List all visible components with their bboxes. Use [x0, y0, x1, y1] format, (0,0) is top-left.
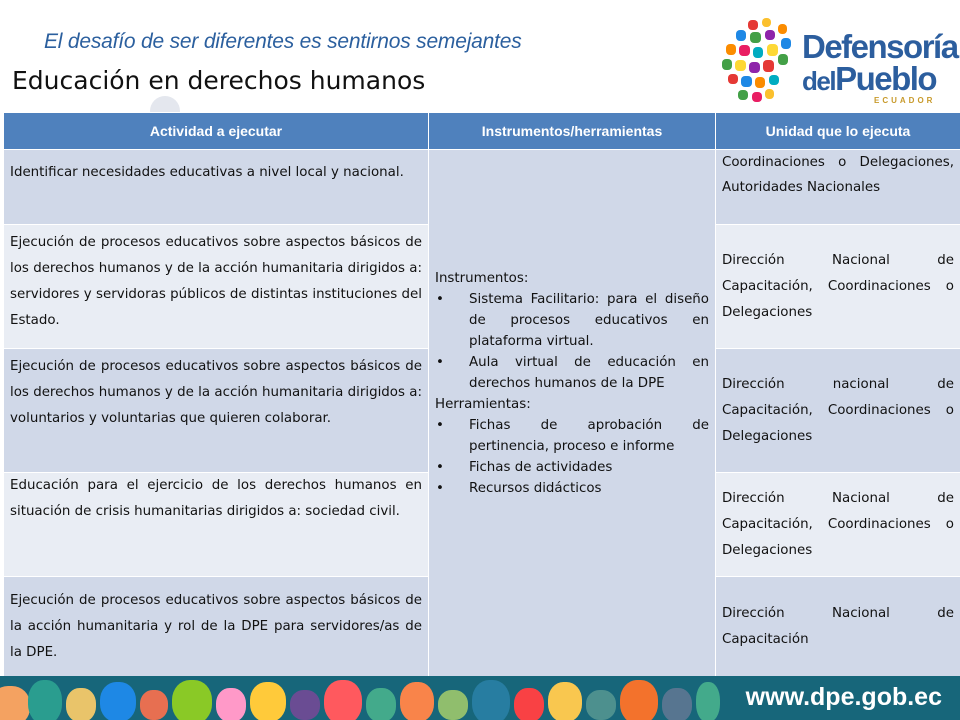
logo-word-ecuador: ECUADOR	[874, 96, 936, 105]
logo-word-defensoria: Defensoría	[802, 28, 958, 65]
unit-cell: Dirección Nacional de Capacitación, Coordinaciones o Delegaciones	[716, 473, 960, 577]
header-activity: Actividad a ejecutar	[4, 113, 429, 150]
activity-cell: Identificar necesidades educativas a nivel local y nacional.	[4, 150, 429, 225]
list-item: • Sistema Facilitario: para el diseño de procesos educativos en plataforma virtual.	[469, 289, 709, 352]
tools-list	[435, 415, 709, 499]
activity-cell: Ejecución de procesos educativos sobre aspectos básicos de los derechos humanos y de la acción humanitaria dirigidos a: voluntarios y voluntarias que quieren colaborar.	[4, 349, 429, 473]
website-url: www.dpe.gob.ec	[745, 683, 942, 711]
activity-cell: Educación para el ejercicio de los derechos humanos en situación de crisis humanitarias dirigidos a: sociedad civil.	[4, 473, 429, 577]
table-header-row	[4, 113, 960, 150]
unit-cell: Coordinaciones o Delegaciones, Autoridades Nacionales	[716, 150, 960, 225]
tools-label: Herramientas:	[435, 397, 531, 412]
activity-cell: Ejecución de procesos educativos sobre aspectos básicos de la acción humanitaria y rol de la DPE para servidores/as de la DPE.	[4, 577, 429, 677]
logo-word-del-pueblo: delPueblo	[802, 60, 937, 97]
instruments-label: Instrumentos:	[435, 271, 529, 286]
list-item: • Fichas de aprobación de pertinencia, proceso e informe	[469, 415, 709, 457]
unit-cell: Dirección nacional de Capacitación, Coordinaciones o Delegaciones	[716, 349, 960, 473]
unit-cell: Dirección Nacional de Capacitación, Coordinaciones o Delegaciones	[716, 225, 960, 349]
page-title: Educación en derechos humanos	[12, 66, 426, 95]
unit-cell: Dirección Nacional de Capacitación	[716, 577, 960, 677]
header-instruments: Instrumentos/herramientas	[429, 113, 716, 150]
header-unit: Unidad que lo ejecuta	[716, 113, 960, 150]
instruments-cell	[429, 150, 716, 677]
list-item: • Recursos didácticos	[469, 478, 709, 499]
activity-cell: Ejecución de procesos educativos sobre aspectos básicos de los derechos humanos y de la acción humanitaria dirigidos a: servidores y servidoras públicos de distintas instituciones del Estado.	[4, 225, 429, 349]
footer-bar	[0, 676, 960, 720]
logo-mosaic-icon	[718, 18, 804, 108]
tagline: El desafío de ser diferentes es sentirnos semejantes	[44, 30, 522, 53]
activities-table	[3, 112, 960, 677]
defensoria-logo	[718, 18, 958, 108]
list-item: • Fichas de actividades	[469, 457, 709, 478]
list-item: • Aula virtual de educación en derechos humanos de la DPE	[469, 352, 709, 394]
table-row	[4, 150, 960, 225]
instruments-list	[435, 289, 709, 394]
